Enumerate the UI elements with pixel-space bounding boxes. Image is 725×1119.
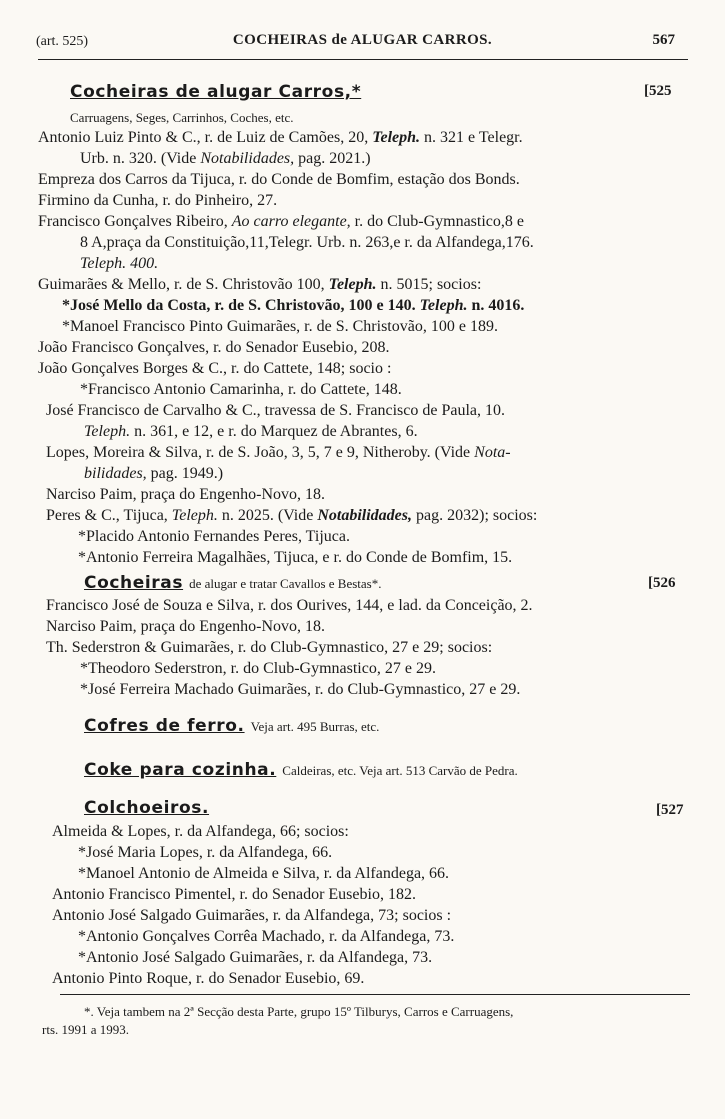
entry-line: *Antonio José Salgado Guimarães, r. da Alfandega, 73. xyxy=(78,949,433,966)
section-525-number: [525 xyxy=(644,83,672,99)
entry-line: Guimarães & Mello, r. de S. Christovão 100, Teleph. n. 5015; socios: xyxy=(38,276,482,293)
entry-line: Francisco Gonçalves Ribeiro, Ao carro elegante, r. do Club-Gymnastico,8 e xyxy=(38,213,524,230)
entry-line: Narciso Paim, praça do Engenho-Novo, 18. xyxy=(46,486,326,503)
entry-line: *José Ferreira Machado Guimarães, r. do Club-Gymnastico, 27 e 29. xyxy=(80,681,521,698)
section-526-heading xyxy=(84,573,381,593)
entry-line: Antonio Luiz Pinto & C., r. de Luiz de Camões, 20, Teleph. n. 321 e Telegr. xyxy=(38,129,523,146)
entry-line: *José Maria Lopes, r. da Alfandega, 66. xyxy=(78,844,333,861)
section-525-subtitle: Carruagens, Seges, Carrinhos, Coches, etc. xyxy=(70,110,294,125)
entry-line: Peres & C., Tijuca, Teleph. n. 2025. (Vide Notabilidades, pag. 2032); socios: xyxy=(46,507,538,524)
entry-line: Antonio José Salgado Guimarães, r. da Alfandega, 73; socios : xyxy=(52,907,452,924)
entry-line: *Francisco Antonio Camarinha, r. do Cattete, 148. xyxy=(80,381,402,398)
entry-line: Francisco José de Souza e Silva, r. dos Ourives, 144, e lad. da Conceição, 2. xyxy=(46,597,533,614)
entry-line: Antonio Pinto Roque, r. do Senador Eusebio, 69. xyxy=(52,970,365,987)
entry-line: Th. Sederstron & Guimarães, r. do Club-Gymnastico, 27 e 29; socios: xyxy=(46,639,493,656)
entry-line: Teleph. 400. xyxy=(80,255,159,272)
footnote-line: *. Veja tambem na 2ª Secção desta Parte, grupo 15º Tilburys, Carros e Carruagens, xyxy=(84,1004,514,1019)
entry-line: José Francisco de Carvalho & C., travessa de S. Francisco de Paula, 10. xyxy=(46,402,506,419)
entry-line: Lopes, Moreira & Silva, r. de S. João, 3, 5, 7 e 9, Nitheroby. (Vide Nota- xyxy=(46,444,511,461)
entry-line: Antonio Francisco Pimentel, r. do Senador Eusebio, 182. xyxy=(52,886,416,903)
entry-line: *Antonio Ferreira Magalhães, Tijuca, e r. do Conde de Bomfim, 15. xyxy=(78,549,513,566)
entry-line: Narciso Paim, praça do Engenho-Novo, 18. xyxy=(46,618,326,635)
coke-heading xyxy=(84,760,518,780)
entry-line: João Gonçalves Borges & C., r. do Cattete, 148; socio : xyxy=(38,360,392,377)
entry-line: bilidades, pag. 1949.) xyxy=(84,465,224,482)
entry-line: *Theodoro Sederstron, r. do Club-Gymnastico, 27 e 29. xyxy=(80,660,436,677)
section-526-title: Cocheiras xyxy=(84,573,184,593)
section-526-subtitle: de alugar e tratar Cavallos e Bestas*. xyxy=(189,576,382,591)
page-number: 567 xyxy=(652,32,675,48)
section-527-number: [527 xyxy=(656,802,684,818)
cofres-reference: Veja art. 495 Burras, etc. xyxy=(250,719,380,734)
entry-line: *Manoel Francisco Pinto Guimarães, r. de S. Christovão, 100 e 189. xyxy=(62,318,498,335)
header-rule xyxy=(38,59,688,60)
section-526-number: [526 xyxy=(648,575,676,591)
coke-title: Coke para cozinha. xyxy=(84,760,277,780)
entry-line: Empreza dos Carros da Tijuca, r. do Conde de Bomfim, estação dos Bonds. xyxy=(38,171,520,188)
section-525-heading xyxy=(70,82,361,102)
entry-line: Teleph. n. 361, e 12, e r. do Marquez de Abrantes, 6. xyxy=(84,423,418,440)
entry-line: Urb. n. 320. (Vide Notabilidades, pag. 2021.) xyxy=(80,150,371,167)
cofres-title: Cofres de ferro. xyxy=(84,716,245,736)
entry-line: 8 A,praça da Constituição,11,Telegr. Urb. n. 263,e r. da Alfandega,176. xyxy=(80,234,534,251)
running-title: COCHEIRAS de ALUGAR CARROS. xyxy=(232,32,493,48)
section-527-title: Colchoeiros. xyxy=(84,798,210,818)
footnote-rule xyxy=(60,994,690,995)
section-525-title: Cocheiras de alugar Carros,* xyxy=(70,82,362,102)
entry-line: Firmino da Cunha, r. do Pinheiro, 27. xyxy=(38,192,278,209)
article-range: (art. 525) xyxy=(36,34,89,49)
entry-line: João Francisco Gonçalves, r. do Senador Eusebio, 208. xyxy=(38,339,390,356)
entry-line: *José Mello da Costa, r. de S. Christovão, 100 e 140. Teleph. n. 4016. xyxy=(62,297,525,314)
entry-line: *Manoel Antonio de Almeida e Silva, r. da Alfandega, 66. xyxy=(78,865,450,882)
entry-line: *Antonio Gonçalves Corrêa Machado, r. da Alfandega, 73. xyxy=(78,928,455,945)
entry-line: Almeida & Lopes, r. da Alfandega, 66; socios: xyxy=(52,823,349,840)
cofres-heading xyxy=(84,716,379,736)
coke-reference: Caldeiras, etc. Veja art. 513 Carvão de Pedra. xyxy=(282,763,518,778)
entry-line: *Placido Antonio Fernandes Peres, Tijuca. xyxy=(78,528,350,545)
section-527-heading xyxy=(84,798,209,818)
footnote-line: rts. 1991 a 1993. xyxy=(42,1022,130,1037)
running-header xyxy=(0,32,725,52)
